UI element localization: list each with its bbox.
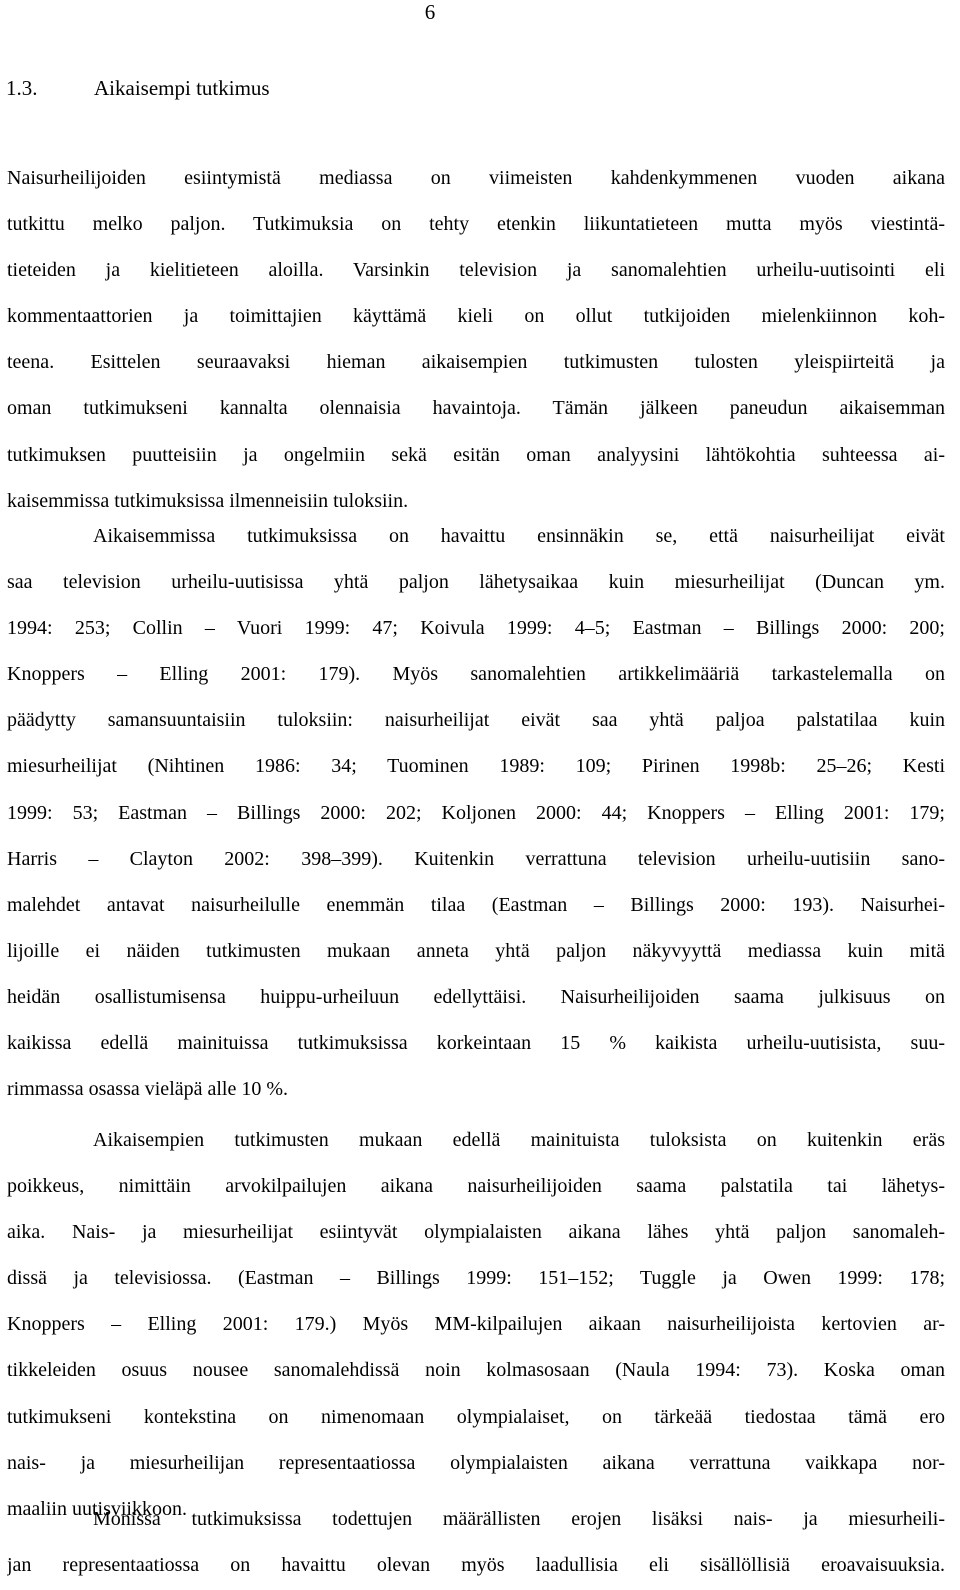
- text-line: oman tutkimukseni kannalta olennaisia havaintoja. Tämän jälkeen paneudun aikaisemman: [7, 397, 945, 420]
- section-number: 1.3.: [6, 76, 38, 100]
- text-line: 1999: 53; Eastman – Billings 2000: 202; Koljonen 2000: 44; Knoppers – Elling 2001: 179;: [7, 801, 945, 824]
- text-line: tutkimukseni kontekstina on nimenomaan olympialaiset, on tärkeää tiedostaa tämä ero: [7, 1405, 945, 1428]
- text-line: tikkeleiden osuus nousee sanomalehdissä noin kolmasosaan (Naula 1994: 73). Koska oman: [7, 1359, 945, 1382]
- text-line: miesurheilijat (Nihtinen 1986: 34; Tuominen 1989: 109; Pirinen 1998b: 25–26; Kesti: [7, 755, 945, 778]
- text-line: Harris – Clayton 2002: 398–399). Kuitenkin verrattuna television urheilu-uutisiin sano-: [7, 847, 945, 870]
- paragraph-4: [7, 1496, 945, 1588]
- text-line: Knoppers – Elling 2001: 179). Myös sanomalehtien artikkelimääriä tarkastelemalla on: [7, 663, 945, 686]
- text-line: tutkimuksen puutteisiin ja ongelmiin sekä esitän oman analyysini lähtökohtia suhteessa ai-: [7, 443, 945, 466]
- text-line: Aikaisempien tutkimusten mukaan edellä mainituista tuloksista on kuitenkin eräs: [93, 1129, 945, 1151]
- text-line: maaliin uutisviikkoon.: [7, 1497, 187, 1520]
- text-line: heidän osallistumisensa huippu-urheiluun edellyttäisi. Naisurheilijoiden saama julkisuus on: [7, 985, 945, 1008]
- text-line: tieteiden ja kielitieteen aloilla. Varsinkin television ja sanomalehtien urheilu-uutisointi eli: [7, 259, 945, 282]
- text-line: saa television urheilu-uutisissa yhtä paljon lähetysaikaa kuin miesurheilijat (Duncan ym.: [7, 571, 945, 594]
- text-line: kaikissa edellä mainituissa tutkimuksissa korkeintaan 15 % kaikista urheilu-uutisista, suu-: [7, 1032, 945, 1055]
- section-heading: [6, 73, 270, 103]
- paragraph-3: [7, 1117, 945, 1532]
- section-title: Aikaisempi tutkimus: [94, 76, 270, 100]
- text-line: rimmassa osassa vieläpä alle 10 %.: [7, 1078, 289, 1101]
- text-line: kaisemmissa tutkimuksissa ilmenneisiin tuloksiin.: [7, 489, 409, 512]
- paragraph-2: [7, 513, 945, 1112]
- text-line: Aikaisemmissa tutkimuksissa on havaittu ensinnäkin se, että naisurheilijat eivät: [93, 525, 945, 547]
- page-number: 6: [424, 0, 436, 24]
- text-line: poikkeus, nimittäin arvokilpailujen aikana naisurheilijoiden saama palstatila tai lähetys-: [7, 1175, 945, 1198]
- text-line: Monissa tutkimuksissa todettujen määrällisten erojen lisäksi nais- ja miesurheili-: [93, 1508, 945, 1530]
- text-line: nais- ja miesurheilijan representaatiossa olympialaisten aikana verrattuna vaikkapa nor-: [7, 1451, 945, 1474]
- text-line: dissä ja televisiossa. (Eastman – Billings 1999: 151–152; Tuggle ja Owen 1999: 178;: [7, 1267, 945, 1290]
- text-line: 1994: 253; Collin – Vuori 1999: 47; Koivula 1999: 4–5; Eastman – Billings 2000: 200;: [7, 617, 945, 640]
- text-line: Naisurheilijoiden esiintymistä mediassa on viimeisten kahdenkymmenen vuoden aikana: [7, 167, 945, 189]
- text-line: tutkittu melko paljon. Tutkimuksia on tehty etenkin liikuntatieteen mutta myös viestintä-: [7, 213, 945, 236]
- text-line: teena. Esittelen seuraavaksi hieman aikaisempien tutkimusten tulosten yleispiirteitä ja: [7, 351, 945, 374]
- text-line: aika. Nais- ja miesurheilijat esiintyvät olympialaisten aikana lähes yhtä paljon sanomaleh-: [7, 1221, 945, 1244]
- text-line: päädytty samansuuntaisiin tuloksiin: naisurheilijat eivät saa yhtä paljoa palstatilaa kuin: [7, 709, 945, 732]
- text-line: lijoille ei näiden tutkimusten mukaan anneta yhtä paljon näkyvyyttä mediassa kuin mitä: [7, 939, 945, 962]
- text-line: kommentaattorien ja toimittajien käyttämä kieli on ollut tutkijoiden mielenkiinnon koh-: [7, 305, 945, 328]
- text-line: Knoppers – Elling 2001: 179.) Myös MM-kilpailujen aikaan naisurheilijoista kertovien ar-: [7, 1313, 945, 1336]
- text-line: malehdet antavat naisurheilulle enemmän tilaa (Eastman – Billings 2000: 193). Naisurhei-: [7, 893, 945, 916]
- text-line: jan representaatiossa on havaittu olevan myös laadullisia eli sisällöllisiä eroavaisuuksia.: [7, 1554, 945, 1577]
- paragraph-1: [7, 155, 945, 524]
